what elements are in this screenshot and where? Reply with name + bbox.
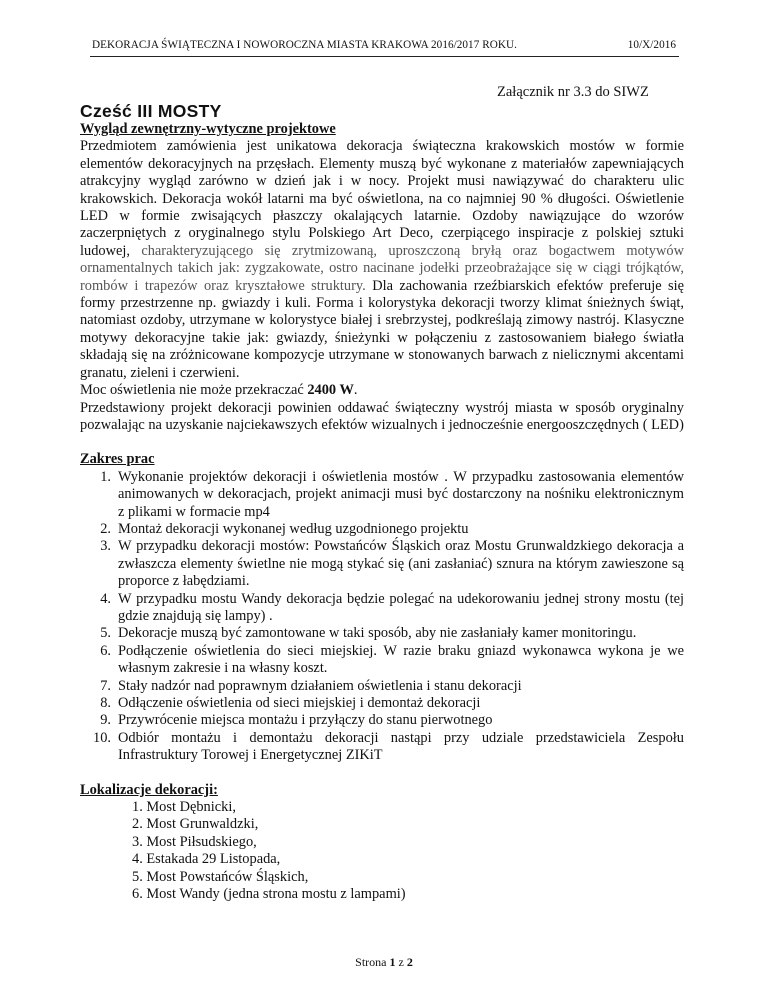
annex-label: Załącznik nr 3.3 do SIWZ xyxy=(497,84,649,100)
header-date: 10/X/2016 xyxy=(627,39,676,51)
appearance-heading: Wygląd zewnętrzny-wytyczne projektowe xyxy=(80,121,336,137)
footer-label: Strona xyxy=(355,955,390,969)
power-limit-value: 2400 W xyxy=(307,382,354,399)
list-item-text: Przywrócenie miejsca montażu i przyłączy do stanu pierwotnego xyxy=(118,712,493,729)
summary-paragraph: Przedstawiony projekt dekoracji powinien oddawać świąteczny wystrój miasta w sposób oryginalny pozwalając na uzyskanie najciekawszych efektów wizualnych i jednocześnie energooszczędnych ( LED) xyxy=(80,399,684,433)
appearance-text-2: Dla zachowania rzeźbiarskich efektów preferuje się formy przestrzenne np. gwiazdy i kuli. Forma i kolorystyka dekoracji tworzy klimat śnieżnych świąt, natomiast ozdoby, utrzymane w kolorystyce białej i srebrzystej, podkreślają zimowy nastrój. Klasyczne motywy dekoracyjne takie jak: gwiazdy, śnieżynki w połączeniu z zastosowaniem białego światła składają się na zróżnicowane kompozycje utrzymane w stonowanych barwach z nielicznymi akcentami granatu, zieleni i czerwieni. xyxy=(80,277,684,381)
list-item-number: 9. xyxy=(100,712,111,729)
location-item: 6. Most Wandy (jedna strona mostu z lampami) xyxy=(132,886,406,903)
list-item-number: 7. xyxy=(100,677,111,694)
list-item xyxy=(80,712,684,729)
list-item xyxy=(80,521,684,538)
list-item-number: 8. xyxy=(100,695,111,711)
document-body xyxy=(80,121,684,903)
location-item: 1. Most Dębnicki, xyxy=(132,799,236,816)
list-item-text: Wykonanie projektów dekoracji i oświetlenia mostów . W przypadku zastosowania elementów animowanych w dekoracjach, projekt animacji musi być dostarczony na nośniku elektronicznym z plikami w formacie mp4 xyxy=(118,468,684,520)
running-header xyxy=(92,39,676,51)
appearance-paragraph xyxy=(80,138,684,382)
power-limit-suffix: . xyxy=(353,382,358,399)
list-item-number: 4. xyxy=(100,590,111,607)
list-item-text: W przypadku dekoracji mostów: Powstańców Śląskich oraz Mostu Grunwaldzkiego dekoracja a zwłaszcza elementy świetlne nie mogą stykać się (ani zasłaniać) sznura na którym zawieszone są proporce z łabędziami. xyxy=(118,538,684,590)
location-item: 3. Most Piłsudskiego, xyxy=(132,833,257,850)
appearance-text-1: Przedmiotem zamówienia jest unikatowa dekoracja świąteczna krakowskich mostów w formie elementów dekoracyjnych na przęsłach. Elementy muszą być wykonane z materiałów zapewniających atrakcyjny wygląd zarówno w dzień jak i w nocy. Projekt musi nawiązywać do charakteru ulic krakowskich. Dekoracja wokół latarni ma być oświetlona, na co najmniej 90 % długości. Oświetlenie LED w formie zwisających płaszczy okalających latarnie. Ozdoby nawiązujące do wzorów zaczerpniętych z oryginalnego stylu Polskiego Art Deco, czerpiącego inspiracje z polskiej sztuki ludowej, xyxy=(80,138,684,259)
list-item-text: Montaż dekoracji wykonanej według uzgodnionego projektu xyxy=(118,520,469,537)
location-item: 5. Most Powstańców Śląskich, xyxy=(132,868,309,885)
list-item-text: Stały nadzór nad poprawnym działaniem oświetlenia i stanu dekoracji xyxy=(118,677,522,694)
header-rule xyxy=(90,56,679,57)
list-item xyxy=(80,469,684,521)
power-limit-prefix: Moc oświetlenia nie może przekraczać xyxy=(80,382,308,399)
list-item-text: Odbiór montażu i demontażu dekoracji nastąpi przy udziale przedstawiciela Zespołu Infrastruktury Torowej i Energetycznej ZIKiT xyxy=(118,729,684,764)
locations-heading: Lokalizacje dekoracji: xyxy=(80,781,218,798)
location-item: 2. Most Grunwaldzki, xyxy=(132,816,259,833)
location-item: 4. Estakada 29 Listopada, xyxy=(132,851,281,868)
scope-heading: Zakres prac xyxy=(80,451,155,468)
list-item-text: Odłączenie oświetlenia od sieci miejskiej i demontaż dekoracji xyxy=(118,695,481,711)
list-item-text: Dekoracje muszą być zamontowane w taki sposób, aby nie zasłaniały kamer monitoringu. xyxy=(118,625,637,642)
footer-page-total: 2 xyxy=(406,955,413,969)
page-footer xyxy=(0,955,768,970)
list-item-number: 3. xyxy=(100,538,111,555)
list-item-number: 2. xyxy=(100,520,111,537)
appearance-text-highlight: charakteryzującego się zrytmizowaną, uproszczoną bryłą oraz bogactwem motywów ornamentalnych takich jak: zygzakowate, ostro nacinane jodełki przeobrażające się w ciągi trójkątów, rombów i trapezów oraz kryształowe struktury. xyxy=(80,242,684,294)
list-item-number: 1. xyxy=(100,468,111,485)
header-title: DEKORACJA ŚWIĄTECZNA I NOWOROCZNA MIASTA KRAKOWA 2016/2017 ROKU. xyxy=(92,39,517,51)
list-item-number: 10. xyxy=(93,729,111,746)
list-item-number: 5. xyxy=(100,625,111,642)
footer-of: z xyxy=(395,955,407,969)
list-item xyxy=(80,643,684,678)
list-item xyxy=(80,695,684,712)
list-item xyxy=(80,730,684,765)
list-item-text: Podłączenie oświetlenia do sieci miejskiej. W razie braku gniazd wykonawca wykona je we własnym zakresie i na własny koszt. xyxy=(118,642,684,677)
scope-list xyxy=(80,469,684,765)
list-item-text: W przypadku mostu Wandy dekoracja będzie polegać na udekorowaniu jednej strony mostu (tej gdzie znajdują się lampy) . xyxy=(118,590,684,624)
list-item xyxy=(80,538,684,590)
part-title: Cześć III MOSTY xyxy=(80,101,222,121)
list-item xyxy=(80,678,684,695)
power-limit xyxy=(80,382,684,399)
list-item xyxy=(80,591,684,626)
list-item xyxy=(80,625,684,642)
footer-page-number: 1 xyxy=(389,955,396,969)
list-item-number: 6. xyxy=(100,642,111,659)
